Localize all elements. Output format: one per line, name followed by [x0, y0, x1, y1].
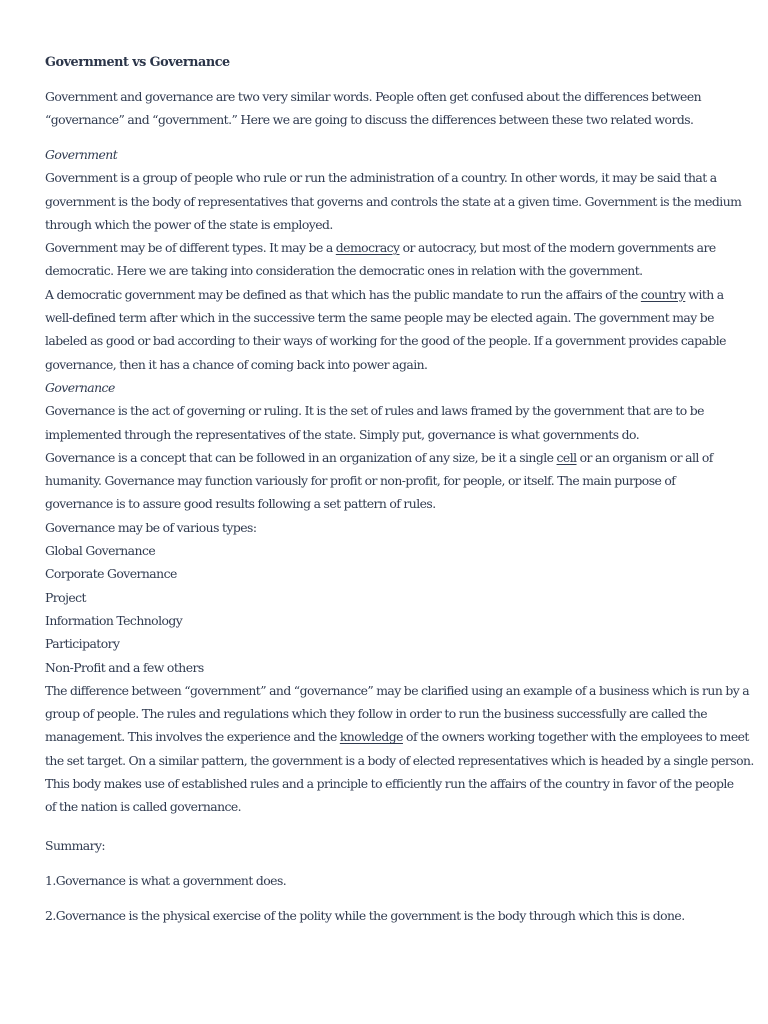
summary-item: 1.Governance is what a government does. — [45, 872, 287, 888]
paragraph-line: governance is to assure good results following a set pattern of rules. — [45, 496, 436, 512]
type-item: Participatory — [45, 636, 120, 652]
link-country[interactable]: country — [640, 286, 686, 302]
link-knowledge[interactable]: knowledge — [339, 729, 403, 745]
text-run: management. This involves the experience and the — [45, 729, 340, 745]
section-heading-governance: Governance — [45, 379, 115, 395]
type-item: Project — [45, 589, 86, 605]
paragraph-line: labeled as good or bad according to their ways of working for the good of the people. If a government provides capable — [45, 333, 726, 349]
type-item: Global Governance — [45, 543, 156, 559]
intro-paragraph — [45, 85, 735, 132]
section-heading-government: Government — [45, 147, 118, 162]
text-run: or an organism or all of — [576, 449, 713, 465]
paragraph-line: humanity. Governance may function variously for profit or non-profit, for people, or itself. The main purpose of — [45, 473, 676, 489]
paragraph-line: The difference between “government” and “governance” may be clarified using an example of a business which is run by a — [45, 682, 750, 698]
link-cell[interactable]: cell — [556, 449, 577, 465]
paragraph-line: of the nation is called governance. — [45, 799, 242, 815]
paragraph-line: Government is a group of people who rule or run the administration of a country. In other words, it may be said that a — [45, 170, 717, 186]
paragraph-line: Governance is the act of governing or ruling. It is the set of rules and laws framed by the government that are to be — [45, 403, 704, 419]
paragraph-line — [45, 236, 735, 259]
summary-item: 2.Governance is the physical exercise of the polity while the government is the body through which this is done. — [45, 907, 685, 923]
types-intro: Governance may be of various types: — [45, 519, 257, 535]
article-body — [45, 143, 754, 819]
text-run: A democratic government may be defined as that which has the public mandate to run the affairs of the — [45, 286, 641, 302]
paragraph-line: This body makes use of established rules and a principle to efficiently run the affairs of the country in favor of the people — [45, 776, 734, 792]
paragraph-line: well-defined term after which in the successive term the same people may be elected again. The government may be — [45, 310, 714, 326]
page-title: Government vs Governance — [45, 55, 230, 70]
text-run: of the owners working together with the employees to meet — [402, 729, 749, 745]
text-run: Government may be of different types. It may be a — [45, 240, 336, 256]
paragraph-line — [45, 446, 735, 469]
text-run: with a — [685, 286, 724, 302]
paragraph-line — [45, 725, 749, 748]
type-item: Information Technology — [45, 612, 183, 628]
type-item: Non-Profit and a few others — [45, 659, 204, 675]
type-item: Corporate Governance — [45, 566, 177, 582]
link-democracy[interactable]: democracy — [335, 240, 400, 256]
text-run: or autocracy, but most of the modern governments are — [399, 240, 716, 256]
summary-section — [45, 834, 735, 939]
paragraph-line: group of people. The rules and regulations which they follow in order to run the business successfully are called the — [45, 706, 708, 722]
text-run: Governance is a concept that can be followed in an organization of any size, be it a single — [45, 449, 557, 465]
paragraph-line: governance, then it has a chance of coming back into power again. — [45, 356, 428, 372]
paragraph-line: government is the body of representatives that governs and controls the state at a given time. Government is the medium — [45, 193, 742, 209]
paragraph-line: democratic. Here we are taking into consideration the democratic ones in relation with the government. — [45, 263, 643, 279]
paragraph-line — [45, 283, 735, 306]
paragraph-line: through which the power of the state is employed. — [45, 216, 333, 232]
intro-line: Government and governance are two very similar words. People often get confused about the differences between — [45, 89, 702, 104]
intro-line: “governance” and “government.” Here we are going to discuss the differences between these two related words. — [45, 112, 694, 128]
summary-label: Summary: — [45, 838, 106, 853]
paragraph-line: the set target. On a similar pattern, the government is a body of elected representatives which is headed by a single person. — [45, 752, 754, 768]
paragraph-line: implemented through the representatives of the state. Simply put, governance is what governments do. — [45, 426, 640, 442]
